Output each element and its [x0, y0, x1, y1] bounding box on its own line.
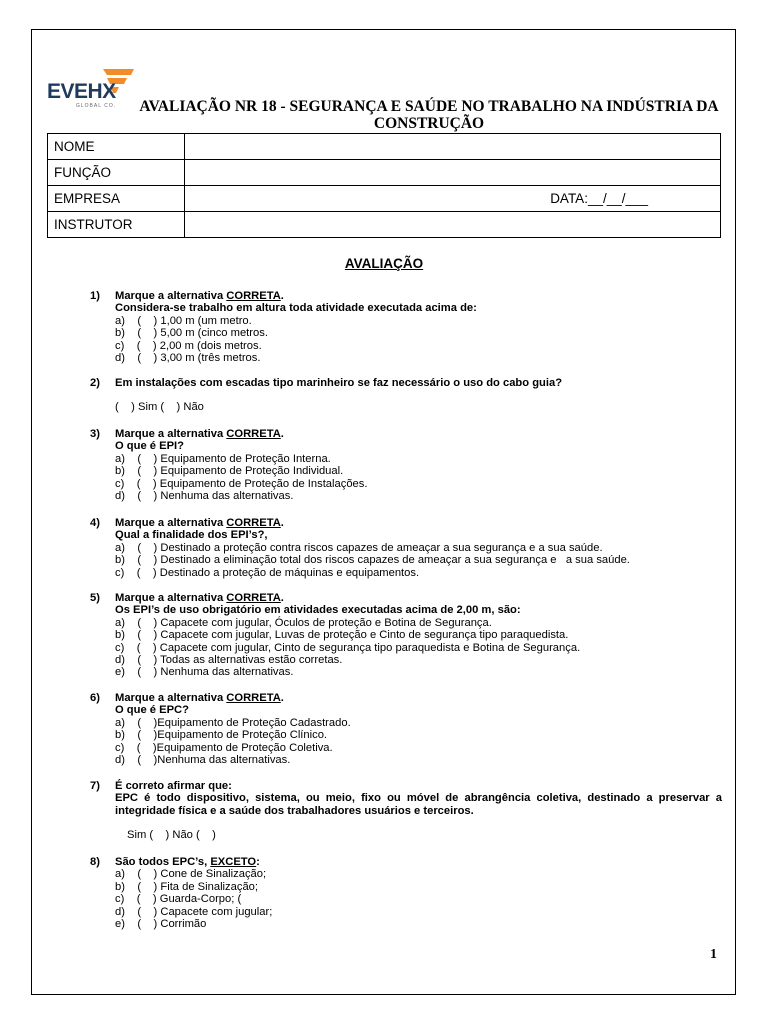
option[interactable]: c) ( ) Capacete com jugular, Cinto de segurança tipo paraquedista e Botina de Segurança. — [115, 641, 581, 654]
option[interactable]: a) ( ) Equipamento de Proteção Interna. — [115, 452, 331, 465]
question-instruction: Marque a alternativa CORRETA. — [115, 692, 284, 704]
logo-brand: EVEHX — [47, 80, 116, 103]
option[interactable]: c) ( ) Destinado a proteção de máquinas e equipamentos. — [115, 566, 420, 579]
question-statement: EPC é todo dispositivo, sistema, ou meio, fixo ou móvel de abrangência coletiva, destinado a preservar a integridade física e a saúde dos trabalhadores usuários e terceiros. — [115, 792, 722, 817]
question-number: 4) — [90, 517, 100, 529]
question-text: O que é EPC? — [115, 704, 189, 717]
table-row — [48, 160, 721, 186]
option[interactable]: c) ( ) 2,00 m (dois metros. — [115, 339, 262, 352]
question-text: Qual a finalidade dos EPI’s?, — [115, 529, 268, 542]
question-instruction: Marque a alternativa CORRETA. — [115, 428, 284, 440]
empresa-field[interactable] — [185, 186, 721, 212]
question-number: 7) — [90, 780, 100, 792]
option[interactable]: e) ( ) Corrimão — [115, 918, 207, 931]
option[interactable]: b) ( ) 5,00 m (cinco metros. — [115, 327, 268, 340]
option[interactable]: e) ( ) Nenhuma das alternativas. — [115, 666, 294, 679]
table-row — [48, 186, 721, 212]
question-instruction: São todos EPC’s, EXCETO: — [115, 856, 260, 868]
question-5 — [90, 592, 722, 679]
funcao-field[interactable] — [185, 160, 721, 186]
question-instruction: Marque a alternativa CORRETA. — [115, 290, 284, 302]
question-4 — [90, 517, 722, 579]
question-text: É correto afirmar que: — [115, 780, 232, 792]
option[interactable]: b) ( ) Destinado a eliminação total dos riscos capazes de ameaçar a sua segurança e a sua saúde. — [115, 554, 630, 567]
question-text: Os EPI’s de uso obrigatório em atividades executadas acima de 2,00 m, são: — [115, 604, 521, 617]
page-title: AVALIAÇÃO NR 18 - SEGURANÇA E SAÚDE NO TRABALHO NA INDÚSTRIA DA CONSTRUÇÃO — [139, 98, 719, 132]
date-field[interactable]: DATA:__/__/___ — [550, 191, 648, 206]
table-row — [48, 134, 721, 160]
empresa-label: EMPRESA — [48, 186, 185, 212]
question-1 — [90, 290, 722, 364]
logo-tagline: GLOBAL CO. — [76, 103, 117, 109]
option[interactable]: a) ( ) Capacete com jugular, Óculos de proteção e Botina de Segurança. — [115, 616, 492, 629]
option[interactable]: d) ( ) Nenhuma das alternativas. — [115, 490, 294, 503]
section-heading: AVALIAÇÃO — [344, 256, 424, 271]
table-row — [48, 212, 721, 238]
option[interactable]: c) ( )Equipamento de Proteção Coletiva. — [115, 741, 333, 754]
option[interactable]: a) ( ) Cone de Sinalização; — [115, 868, 267, 881]
instrutor-label: INSTRUTOR — [48, 212, 185, 238]
option[interactable]: b) ( ) Equipamento de Proteção Individual. — [115, 465, 344, 478]
identification-table — [47, 133, 721, 238]
nome-field[interactable] — [185, 134, 721, 160]
company-logo — [47, 60, 135, 108]
question-text: Em instalações com escadas tipo marinheiro se faz necessário o uso do cabo guia? — [115, 377, 563, 389]
question-number: 8) — [90, 856, 100, 868]
answer-options[interactable]: ( ) Sim ( ) Não — [115, 401, 204, 414]
option[interactable]: a) ( )Equipamento de Proteção Cadastrado. — [115, 716, 351, 729]
option[interactable]: d) ( ) Todas as alternativas estão corretas. — [115, 654, 343, 667]
question-number: 5) — [90, 592, 100, 604]
answer-options[interactable]: Sim ( ) Não ( ) — [127, 829, 216, 842]
question-number: 6) — [90, 692, 100, 704]
option[interactable]: b) ( )Equipamento de Proteção Clínico. — [115, 729, 328, 742]
option[interactable]: c) ( ) Guarda-Corpo; ( — [115, 893, 242, 906]
question-7 — [90, 780, 722, 842]
question-instruction: Marque a alternativa CORRETA. — [115, 592, 284, 604]
question-text: Considera-se trabalho em altura toda atividade executada acima de: — [115, 302, 477, 315]
option[interactable]: b) ( ) Fita de Sinalização; — [115, 880, 259, 893]
question-3 — [90, 428, 722, 502]
funcao-label: FUNÇÃO — [48, 160, 185, 186]
question-number: 2) — [90, 377, 100, 389]
question-8 — [90, 856, 722, 930]
option[interactable]: c) ( ) Equipamento de Proteção de Instalações. — [115, 477, 368, 490]
option[interactable]: d) ( ) Capacete com jugular; — [115, 905, 273, 918]
option[interactable]: d) ( )Nenhuma das alternativas. — [115, 754, 291, 767]
question-6 — [90, 692, 722, 766]
option[interactable]: a) ( ) Destinado a proteção contra riscos capazes de ameaçar a sua segurança e a sua saúde. — [115, 541, 603, 554]
question-instruction: Marque a alternativa CORRETA. — [115, 517, 284, 529]
option[interactable]: a) ( ) 1,00 m (um metro. — [115, 314, 252, 327]
nome-label: NOME — [48, 134, 185, 160]
option[interactable]: b) ( ) Capacete com jugular, Luvas de proteção e Cinto de segurança tipo paraquedista. — [115, 629, 569, 642]
option[interactable]: d) ( ) 3,00 m (três metros. — [115, 352, 261, 365]
question-text: O que é EPI? — [115, 440, 185, 453]
question-number: 3) — [90, 428, 100, 440]
question-2 — [90, 377, 722, 414]
instrutor-field[interactable] — [185, 212, 721, 238]
page-number: 1 — [710, 947, 717, 962]
question-number: 1) — [90, 290, 100, 302]
